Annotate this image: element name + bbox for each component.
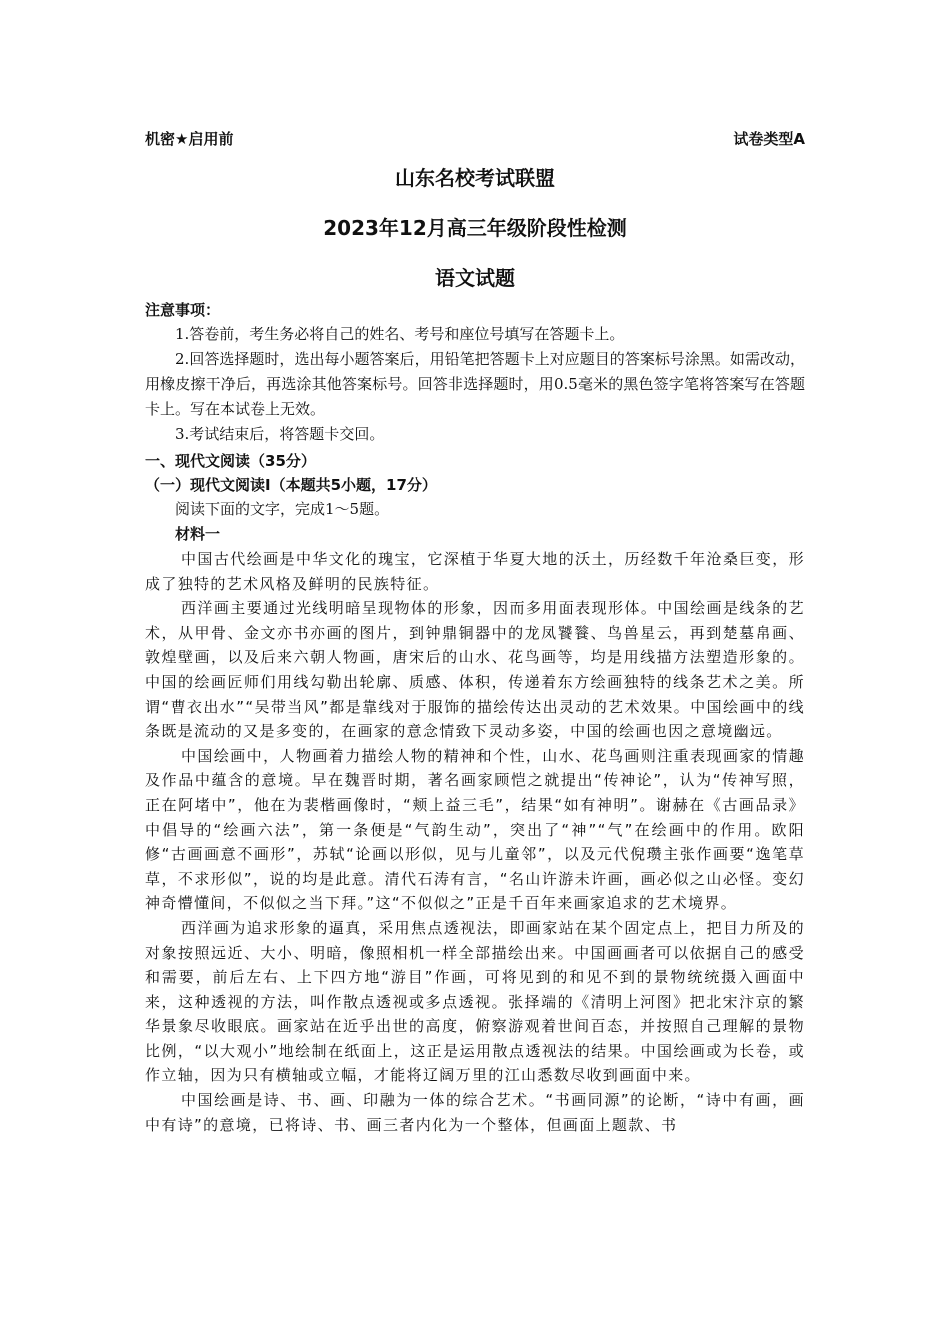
section-heading: 一、现代文阅读（35分） bbox=[145, 452, 316, 470]
passage-paragraph: 西洋画为追求形象的逼真，采用焦点透视法，即画家站在某个固定点上，把目力所及的对象按照远近、大小、明暗，像照相机一样全部描绘出来。中国画画者可以依据自己的感受和需要，前后左右、上下四方地“游目”作画，可将见到的和见不到的景物统统摄入画面中来，这种透视的方法，叫作散点透视或多点透视。张择端的《清明上河图》把北宋汴京的繁华景象尽收眼底。画家站在近乎出世的高度，俯察游观着世间百态，并按照自己理解的景物比例，“以大观小”地绘制在纸面上，这正是运用散点透视法的结果。中国绘画或为长卷，或作立轴，因为只有横轴或立幅，才能将辽阔万里的江山悉数尽收到画面中来。 bbox=[145, 918, 805, 1085]
exam-page bbox=[145, 126, 805, 1137]
note-item: 2.回答选择题时，选出每小题答案后，用铅笔把答题卡上对应题目的答案标号涂黑。如需改动，用橡皮擦干净后，再选涂其他答案标号。回答非选择题时，用0.5毫米的黑色签字笔将答案写在答题卡上。写在本试卷上无效。 bbox=[145, 350, 805, 418]
exam-name-title: 2023年12月高三年级阶段性检测 bbox=[323, 216, 627, 240]
exam-org-title: 山东名校考试联盟 bbox=[395, 166, 555, 190]
passage-paragraph: 西洋画主要通过光线明暗呈现物体的形象，因而多用面表现形体。中国绘画是线条的艺术，从甲骨、金文亦书亦画的图片，到钟鼎铜器中的龙凤饕餮、鸟兽星云，再到楚墓帛画、敦煌壁画，以及后来六朝人物画，唐宋后的山水、花鸟画等，均是用线描方法塑造形象的。中国的绘画匠师们用线勾勒出轮廓、质感、体积，传递着东方绘画独特的线条艺术之美。所谓“曹衣出水”“吴带当风”都是靠线对于服饰的描绘传达出灵动的艺术效果。中国绘画中的线条既是流动的又是多变的，在画家的意念情致下灵动多姿，中国的绘画也因之意境幽远。 bbox=[145, 599, 805, 741]
passage-paragraph: 中国古代绘画是中华文化的瑰宝，它深植于华夏大地的沃土，历经数千年沧桑巨变，形成了独特的艺术风格及鲜明的民族特征。 bbox=[145, 550, 805, 593]
header-row bbox=[145, 126, 805, 152]
confidential-label: 机密★启用前 bbox=[145, 130, 234, 148]
passage-paragraph: 中国绘画中，人物画着力描绘人物的精神和个性，山水、花鸟画则注重表现画家的情趣及作品中蕴含的意境。早在魏晋时期，著名画家顾恺之就提出“传神论”，认为“传神写照，正在阿堵中”，他在为裴楷画像时，“颊上益三毛”，结果“如有神明”。谢赫在《古画品录》中倡导的“绘画六法”，第一条便是“气韵生动”，突出了“神”“气”在绘画中的作用。欧阳修“古画画意不画形”，苏轼“论画以形似，见与儿童邻”，以及元代倪瓒主张作画要“逸笔草草，不求形似”，说的均是此意。清代石涛有言，“名山许游未许画，画必似之山必怪。变幻神奇懵懂间，不似似之当下拜。”这“不似似之”正是千百年来画家追求的艺术境界。 bbox=[145, 746, 805, 913]
subject-title: 语文试题 bbox=[435, 266, 515, 290]
note-item: 3.考试结束后，将答题卡交回。 bbox=[175, 425, 385, 443]
reading-instruction: 阅读下面的文字，完成1～5题。 bbox=[175, 500, 390, 518]
subsection-heading: （一）现代文阅读Ⅰ（本题共5小题，17分） bbox=[145, 476, 437, 494]
passage-paragraph: 中国绘画是诗、书、画、印融为一体的综合艺术。“书画同源”的论断，“诗中有画，画中有诗”的意境，已将诗、书、画三者内化为一个整体，但画面上题款、书 bbox=[145, 1091, 805, 1134]
note-item: 1.答卷前，考生务必将自己的姓名、考号和座位号填写在答题卡上。 bbox=[175, 325, 625, 343]
notes-heading: 注意事项： bbox=[145, 301, 221, 319]
material-title: 材料一 bbox=[175, 525, 221, 543]
paper-type-label: 试卷类型A bbox=[733, 130, 805, 148]
